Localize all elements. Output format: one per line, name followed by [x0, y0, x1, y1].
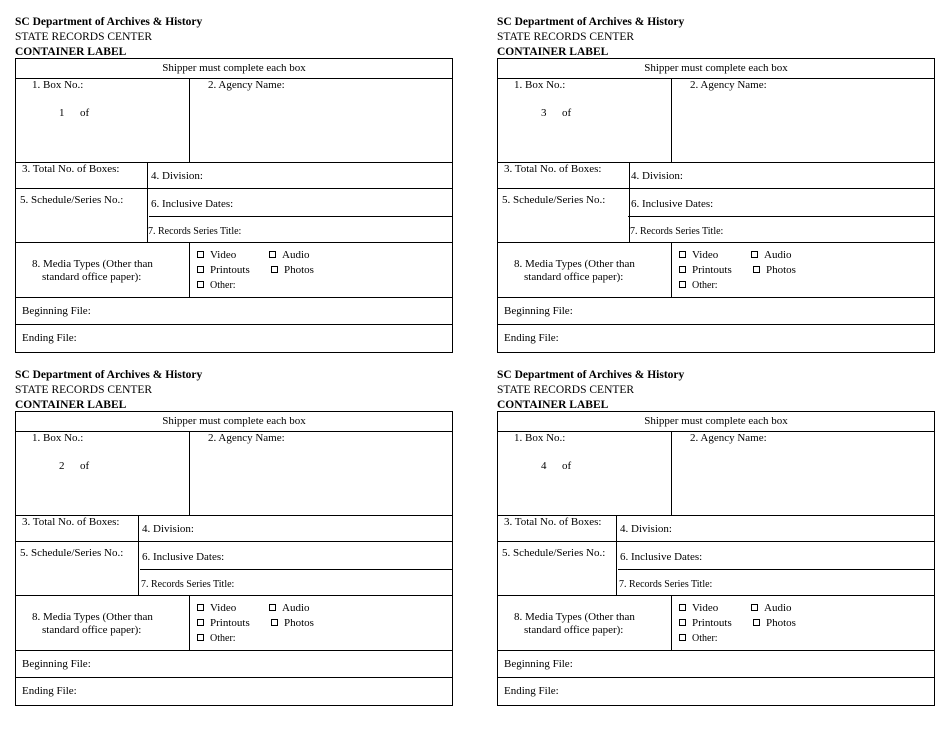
divider — [671, 595, 672, 650]
other-checkbox[interactable] — [679, 279, 718, 292]
divider — [498, 188, 934, 189]
divider — [16, 242, 452, 243]
records-center-name: STATE RECORDS CENTER — [15, 31, 153, 43]
video-option: Video — [692, 602, 719, 614]
total-boxes-label: 3. Total No. of Boxes: — [504, 516, 602, 528]
divider — [16, 297, 452, 298]
divider — [189, 595, 190, 650]
schedule-series-label: 5. Schedule/Series No.: — [502, 547, 606, 559]
checkbox-icon — [197, 281, 204, 288]
division-label: 4. Division: — [151, 170, 203, 182]
checkbox-icon — [751, 604, 758, 611]
box-no-label: 1. Box No.: — [514, 432, 566, 444]
printouts-checkbox[interactable] — [679, 264, 732, 277]
media-types-label: 8. Media Types (Other than — [32, 611, 153, 623]
records-center-name: STATE RECORDS CENTER — [15, 384, 153, 396]
records-series-title-label: 7. Records Series Title: — [148, 226, 242, 237]
label-title: CONTAINER LABEL — [497, 46, 609, 58]
divider — [498, 541, 934, 542]
checkbox-icon — [679, 281, 686, 288]
photos-option: Photos — [284, 264, 314, 276]
audio-checkbox[interactable] — [269, 602, 310, 615]
other-checkbox[interactable] — [197, 279, 236, 292]
ending-file-label: Ending File: — [504, 685, 559, 697]
box-no-value[interactable]: 4 — [541, 460, 547, 472]
video-checkbox[interactable] — [197, 249, 236, 262]
agency-name-label: 2. Agency Name: — [690, 79, 767, 91]
divider — [16, 541, 452, 542]
media-types-label-2: standard office paper): — [42, 624, 142, 636]
agency-name-label: 2. Agency Name: — [208, 432, 285, 444]
media-types-label: 8. Media Types (Other than — [32, 258, 153, 270]
divider — [189, 431, 190, 515]
ending-file-label: Ending File: — [22, 685, 77, 697]
container-label-3 — [15, 368, 453, 697]
beginning-file-label: Beginning File: — [504, 305, 573, 317]
checkbox-icon — [271, 266, 278, 273]
printouts-option: Printouts — [692, 617, 732, 629]
shipper-note: Shipper must complete each box — [644, 62, 788, 74]
records-series-title-label: 7. Records Series Title: — [630, 226, 724, 237]
checkbox-icon — [679, 266, 686, 273]
label-title: CONTAINER LABEL — [15, 46, 127, 58]
inclusive-dates-label: 6. Inclusive Dates: — [631, 198, 714, 210]
box-no-value[interactable]: 3 — [541, 107, 547, 119]
label-header — [15, 368, 453, 413]
container-label-4 — [497, 368, 935, 697]
video-option: Video — [692, 249, 719, 261]
photos-checkbox[interactable] — [271, 617, 314, 630]
checkbox-icon — [197, 604, 204, 611]
printouts-checkbox[interactable] — [197, 264, 250, 277]
checkbox-icon — [269, 604, 276, 611]
box-of-label: of — [80, 107, 90, 119]
divider — [149, 216, 452, 217]
box-no-label: 1. Box No.: — [514, 79, 566, 91]
inclusive-dates-label: 6. Inclusive Dates: — [620, 551, 703, 563]
department-name: SC Department of Archives & History — [15, 369, 203, 381]
video-checkbox[interactable] — [197, 602, 236, 615]
division-label: 4. Division: — [631, 170, 683, 182]
box-no-value[interactable]: 2 — [59, 460, 65, 472]
total-boxes-label: 3. Total No. of Boxes: — [22, 163, 120, 175]
divider — [189, 242, 190, 297]
container-label-1 — [15, 15, 453, 344]
divider — [16, 595, 452, 596]
label-header — [497, 368, 935, 413]
checkbox-icon — [269, 251, 276, 258]
divider — [628, 216, 934, 217]
divider — [671, 78, 672, 162]
divider — [16, 650, 452, 651]
divider — [498, 595, 934, 596]
photos-checkbox[interactable] — [753, 617, 796, 630]
checkbox-icon — [679, 619, 686, 626]
printouts-option: Printouts — [210, 617, 250, 629]
audio-checkbox[interactable] — [751, 602, 792, 615]
department-name: SC Department of Archives & History — [497, 16, 685, 28]
audio-option: Audio — [764, 602, 792, 614]
checkbox-icon — [197, 634, 204, 641]
schedule-series-label: 5. Schedule/Series No.: — [20, 547, 124, 559]
divider — [138, 515, 139, 595]
shipper-note: Shipper must complete each box — [644, 415, 788, 427]
divider — [616, 515, 617, 595]
other-checkbox[interactable] — [679, 632, 718, 645]
label-form — [497, 411, 935, 706]
checkbox-icon — [197, 266, 204, 273]
label-title: CONTAINER LABEL — [497, 399, 609, 411]
label-title: CONTAINER LABEL — [15, 399, 127, 411]
media-types-label-2: standard office paper): — [524, 271, 624, 283]
shipper-note: Shipper must complete each box — [162, 415, 306, 427]
divider — [16, 677, 452, 678]
divider — [140, 569, 452, 570]
schedule-series-label: 5. Schedule/Series No.: — [20, 194, 124, 206]
division-label: 4. Division: — [620, 523, 672, 535]
beginning-file-label: Beginning File: — [504, 658, 573, 670]
ending-file-label: Ending File: — [504, 332, 559, 344]
video-checkbox[interactable] — [679, 249, 718, 262]
divider — [16, 324, 452, 325]
inclusive-dates-label: 6. Inclusive Dates: — [142, 551, 225, 563]
printouts-option: Printouts — [210, 264, 250, 276]
total-boxes-label: 3. Total No. of Boxes: — [504, 163, 602, 175]
records-series-title-label: 7. Records Series Title: — [619, 579, 713, 590]
divider — [498, 242, 934, 243]
other-checkbox[interactable] — [197, 632, 236, 645]
printouts-option: Printouts — [692, 264, 732, 276]
inclusive-dates-label: 6. Inclusive Dates: — [151, 198, 234, 210]
box-of-label: of — [562, 107, 572, 119]
department-name: SC Department of Archives & History — [15, 16, 203, 28]
label-form — [15, 58, 453, 353]
box-no-label: 1. Box No.: — [32, 432, 84, 444]
checkbox-icon — [197, 619, 204, 626]
department-name: SC Department of Archives & History — [497, 369, 685, 381]
label-header — [15, 15, 453, 60]
video-checkbox[interactable] — [679, 602, 718, 615]
box-no-label: 1. Box No.: — [32, 79, 84, 91]
printouts-checkbox[interactable] — [679, 617, 732, 630]
other-option: Other: — [692, 280, 718, 291]
label-form — [497, 58, 935, 353]
checkbox-icon — [197, 251, 204, 258]
beginning-file-label: Beginning File: — [22, 305, 91, 317]
records-series-title-label: 7. Records Series Title: — [141, 579, 235, 590]
audio-checkbox[interactable] — [269, 249, 310, 262]
audio-checkbox[interactable] — [751, 249, 792, 262]
division-label: 4. Division: — [142, 523, 194, 535]
records-center-name: STATE RECORDS CENTER — [497, 384, 635, 396]
media-types-label-2: standard office paper): — [524, 624, 624, 636]
media-types-label: 8. Media Types (Other than — [514, 611, 635, 623]
divider — [498, 650, 934, 651]
divider — [498, 677, 934, 678]
other-option: Other: — [210, 280, 236, 291]
box-of-label: of — [80, 460, 90, 472]
other-option: Other: — [692, 633, 718, 644]
audio-option: Audio — [282, 602, 310, 614]
label-header — [497, 15, 935, 60]
audio-option: Audio — [764, 249, 792, 261]
photos-option: Photos — [766, 264, 796, 276]
video-option: Video — [210, 602, 237, 614]
other-option: Other: — [210, 633, 236, 644]
divider — [618, 569, 934, 570]
checkbox-icon — [679, 251, 686, 258]
checkbox-icon — [679, 634, 686, 641]
divider — [498, 297, 934, 298]
checkbox-icon — [751, 251, 758, 258]
divider — [671, 242, 672, 297]
photos-checkbox[interactable] — [271, 264, 314, 277]
media-types-label-2: standard office paper): — [42, 271, 142, 283]
checkbox-icon — [271, 619, 278, 626]
photos-option: Photos — [766, 617, 796, 629]
label-form — [15, 411, 453, 706]
checkbox-icon — [753, 266, 760, 273]
schedule-series-label: 5. Schedule/Series No.: — [502, 194, 606, 206]
audio-option: Audio — [282, 249, 310, 261]
printouts-checkbox[interactable] — [197, 617, 250, 630]
beginning-file-label: Beginning File: — [22, 658, 91, 670]
divider — [189, 78, 190, 162]
divider — [498, 324, 934, 325]
agency-name-label: 2. Agency Name: — [208, 79, 285, 91]
media-types-label: 8. Media Types (Other than — [514, 258, 635, 270]
photos-checkbox[interactable] — [753, 264, 796, 277]
shipper-note: Shipper must complete each box — [162, 62, 306, 74]
box-of-label: of — [562, 460, 572, 472]
divider — [671, 431, 672, 515]
box-no-value[interactable]: 1 — [59, 107, 65, 119]
checkbox-icon — [679, 604, 686, 611]
agency-name-label: 2. Agency Name: — [690, 432, 767, 444]
checkbox-icon — [753, 619, 760, 626]
ending-file-label: Ending File: — [22, 332, 77, 344]
container-label-2 — [497, 15, 935, 344]
divider — [16, 188, 452, 189]
records-center-name: STATE RECORDS CENTER — [497, 31, 635, 43]
total-boxes-label: 3. Total No. of Boxes: — [22, 516, 120, 528]
video-option: Video — [210, 249, 237, 261]
photos-option: Photos — [284, 617, 314, 629]
